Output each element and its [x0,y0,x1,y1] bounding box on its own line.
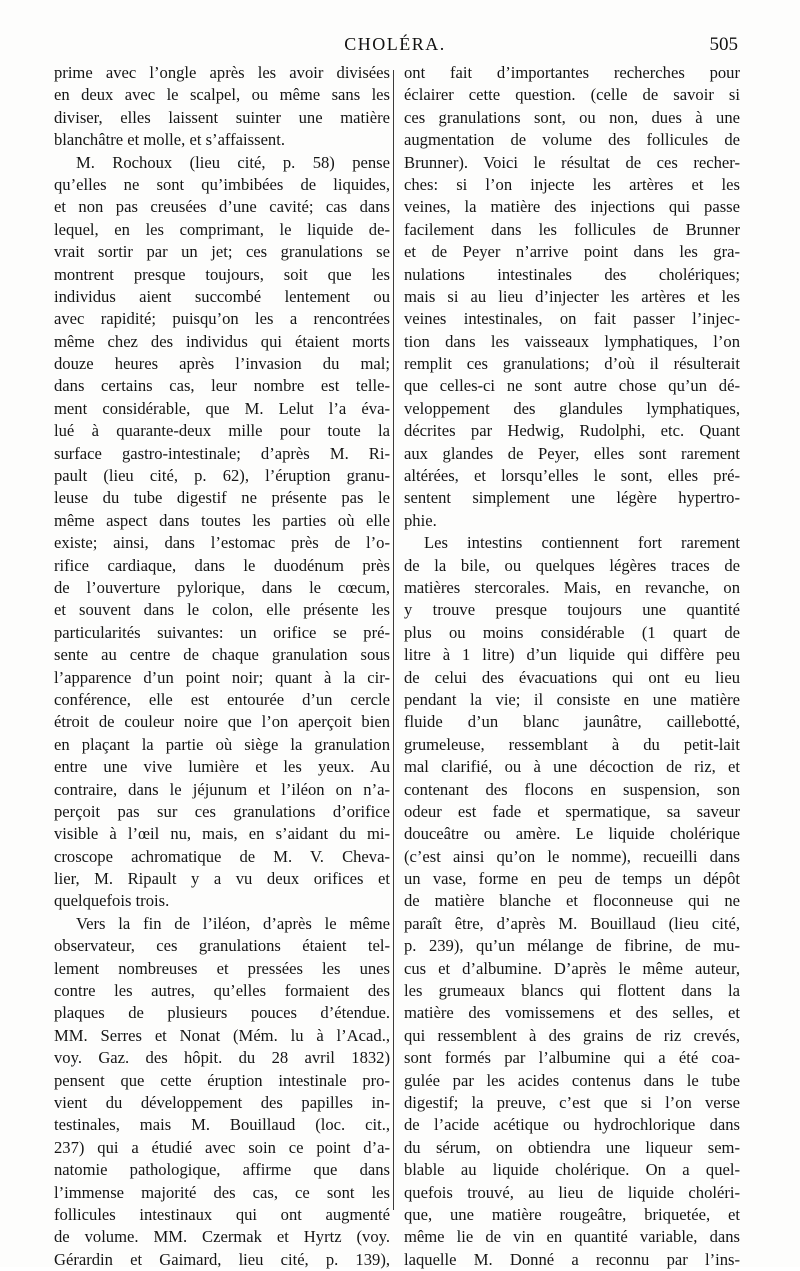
text-line: pendant la vie; il consiste en une matière [404,689,740,709]
text-line: follicules intestinaux qui ont augmenté [54,1204,390,1224]
text-line: lement nombreuses et pressées les unes [54,958,390,978]
text-line: augmentation de volume des follicules de [404,130,740,150]
text-line: quelquefois trois. [54,891,170,911]
text-line: mais si au lieu d’injecter les artères et les [404,286,740,306]
text-line: remplit ces granulations; d’où il résulterait [404,354,740,374]
text-line: veines intestinales, on fait passer l’injec- [404,309,740,329]
text-line: en deux avec le scalpel, ou même sans les [54,85,390,105]
text-line: qui ressemblent à des grains de riz crevés, [404,1025,740,1045]
text-line: en plaçant la partie où siège la granulation [54,734,390,754]
text-line: M. Rochoux (lieu cité, p. 58) pense [76,152,390,172]
text-line: l’immense majorité des cas, ce sont les [54,1182,390,1202]
text-line: et souvent dans le colon, elle présente les [54,600,390,620]
right-text-column [404,62,740,1271]
text-line: fluide d’un blanc jaunâtre, caillebotté, [404,712,740,732]
text-line: nulations intestinales des cholériques; [404,264,740,284]
text-line: odeur est fade et spermatique, sa saveur [404,801,740,821]
text-line: MM. Serres et Nonat (Mém. lu à l’Acad., [54,1025,390,1045]
text-line: Gérardin et Gaimard, lieu cité, p. 139), [54,1249,390,1269]
text-line: blable au liquide cholérique. On a quel- [404,1160,740,1180]
text-line: mal clarifié, ou à une décoction de riz, et [404,757,740,777]
text-line: prime avec l’ongle après les avoir divisées [54,63,390,82]
text-line: plaques de plusieurs pouces d’étendue. [54,1003,390,1023]
text-line: sont formés par l’albumine qui a été coa- [404,1048,740,1068]
running-head [52,34,738,60]
text-line: facilement dans les follicules de Brunner [404,219,740,239]
text-line: Brunner). Voici le résultat de ces recher- [404,152,740,172]
text-line: de volume. MM. Czermak et Hyrtz (voy. [54,1227,390,1247]
text-line: de matière blanche et floconneuse qui ne [404,891,740,911]
text-line: y trouve presque toujours une quantité [404,600,740,620]
text-line: litre à 1 litre) d’un liquide qui diffère peu [404,645,740,665]
text-line: 237) qui a étudié avec soin ce point d’a- [54,1137,390,1157]
text-line: ont fait d’importantes recherches pour [404,63,740,82]
text-line: particularités suivantes: un orifice se pré- [54,622,390,642]
text-line: visible à l’œil nu, mais, en s’aidant du mi- [54,824,390,844]
text-line: (c’est ainsi qu’on le nomme), recueilli dans [404,846,740,866]
text-line: éclairer cette question. (celle de savoir si [404,85,740,105]
text-line: Vers la fin de l’iléon, d’après le même [76,913,390,933]
text-line: Les intestins contiennent fort rarement [424,533,740,553]
text-line: blanchâtre et molle, et s’affaissent. [54,130,285,150]
text-line: montrent presque toujours, soit que les [54,264,390,284]
text-line: même lie de vin en quantité variable, dans [404,1227,740,1247]
text-line: observateur, ces granulations étaient tel- [54,936,390,956]
text-line: diviser, elles laissent suinter une matière [54,107,390,127]
text-line: pensent que cette éruption intestinale pro- [54,1070,390,1090]
page-number: 505 [709,34,738,55]
text-line: sente au centre de chaque granulation sous [54,645,390,665]
text-line: sentent simplement une légère hypertro- [404,488,740,508]
text-line: dans certains cas, leur nombre est telle- [54,376,390,396]
text-line: de l’ouverture pylorique, dans le cœcum, [54,577,390,597]
text-line: existe; ainsi, dans l’estomac près de l’o- [54,533,390,553]
text-line: contenant des flocons en suspension, son [404,779,740,799]
text-line: cus et d’albumine. D’après le même auteur, [404,958,740,978]
text-line: et de Peyer n’arrive point dans les gra- [404,242,740,262]
text-line: pault (lieu cité, p. 62), l’éruption granu- [54,466,390,486]
text-line: vrait sortir par un jet; ces granulations se [54,242,390,262]
text-line: vient du développement des papilles in- [54,1092,390,1112]
text-line: contre les autres, qu’elles formaient des [54,981,390,1001]
text-line: veloppement des glandules lymphatiques, [404,398,740,418]
text-line: ches: si l’on injecte les artères et les [404,174,740,194]
text-line: même chez des individus qui étaient morts [54,331,390,351]
text-line: veines, la matière des injections qui passe [404,197,740,217]
text-line: laquelle M. Donné a reconnu par l’ins- [404,1249,740,1269]
text-line: altérées, et lorsqu’elles le sont, elles pré- [404,466,740,486]
text-line: digestif; la preuve, c’est que si l’on verse [404,1092,740,1112]
text-line: qu’elles ne sont qu’imbibées de liquides, [54,174,390,194]
text-line: phie. [404,510,437,530]
text-line: aux glandes de Peyer, elles sont rarement [404,443,740,463]
text-line: et non pas creusées d’une cavité; cas dans [54,197,390,217]
text-line: décrites par Hedwig, Rudolphi, etc. Quant [404,421,740,441]
text-line: que, une matière rougeâtre, briquetée, et [404,1204,740,1224]
text-line: p. 239), qu’un mélange de fibrine, de mu- [404,936,740,956]
text-line: lué à quarante-deux mille pour toute la [54,421,390,441]
text-line: que celles-ci ne sont autre chose qu’un dé- [404,376,740,396]
text-line: grumeleuse, ressemblant à du petit-lait [404,734,740,754]
text-line: paraît être, d’après M. Bouillaud (lieu cité, [404,913,740,933]
text-line: natomie pathologique, affirme que dans [54,1160,390,1180]
text-line: perçoit pas sur ces granulations d’orifice [54,801,390,821]
text-line: rifice cardiaque, dans le duodénum près [54,555,390,575]
text-line: ment considérable, que M. Lelut l’a éva- [54,398,390,418]
text-line: douceâtre ou amère. Le liquide cholérique [404,824,740,844]
text-line: testinales, mais M. Bouillaud (loc. cit., [54,1115,390,1135]
text-line: voy. Gaz. des hôpit. du 28 avril 1832) [54,1048,390,1068]
running-title: CHOLÉRA. [344,34,446,54]
text-line: tion dans les vaisseaux lymphatiques, l’on [404,331,740,351]
text-line: quefois trouvé, au lieu de liquide choléri- [404,1182,740,1202]
column-divider [393,70,394,1210]
text-line: matières stercorales. Mais, en revanche, on [404,577,740,597]
text-line: lequel, en les comprimant, le liquide de- [54,219,390,239]
text-line: croscope achromatique de M. V. Cheva- [54,846,390,866]
text-line: un vase, forme en peu de temps un dépôt [404,869,740,889]
text-line: les grumeaux blancs qui flottent dans la [404,981,740,1001]
text-line: ces granulations sont, ou non, dues à une [404,107,740,127]
text-line: de la bile, ou quelques légères traces de [404,555,740,575]
text-line: de celui des évacuations qui ont eu lieu [404,667,740,687]
text-line: étroit de couleur noire que l’on aperçoit bien [54,712,390,732]
text-line: douze heures après l’invasion du mal; [54,354,390,374]
text-line: leuse du tube digestif ne présente pas le [54,488,390,508]
text-line: matière des vomissemens et des selles, et [404,1003,740,1023]
text-line: de l’acide acétique ou hydrochlorique dans [404,1115,740,1135]
text-line: même aspect dans toutes les parties où elle [54,510,390,530]
text-line: gulée par les acides contenus dans le tube [404,1070,740,1090]
text-line: plus ou moins considérable (1 quart de [404,622,740,642]
text-line: surface gastro-intestinale; d’après M. Ri- [54,443,390,463]
text-line: contraire, dans le jéjunum et l’iléon on n’a- [54,779,390,799]
text-line: conférence, elle est entourée d’un cercle [54,689,390,709]
left-text-column [54,62,390,1271]
text-line: avec rapidité; puisqu’on les a rencontrées [54,309,390,329]
text-line: du sérum, on obtiendra une liqueur sem- [404,1137,740,1157]
text-line: individus aient succombé lentement ou [54,286,390,306]
text-line: l’apparence d’un point noir; quant à la cir- [54,667,390,687]
text-line: lier, M. Ripault y a vu deux orifices et [54,869,390,889]
text-line: entre une vive lumière et les yeux. Au [54,757,390,777]
